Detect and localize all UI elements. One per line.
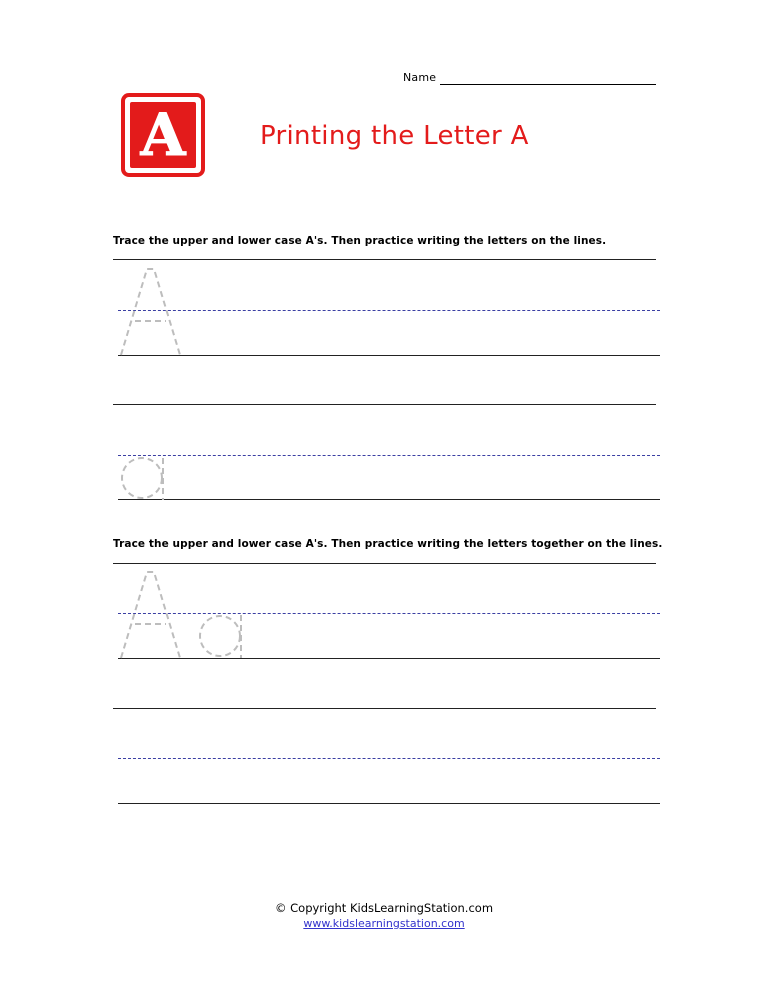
section-1-row-2-top-line (113, 404, 656, 405)
section-1-row-2-mid-line (118, 455, 660, 456)
section-2-row-2-top-line (113, 708, 656, 709)
letter-a-logo (121, 93, 205, 177)
section-1-row-1-top-line (113, 259, 656, 260)
section-2-row-1-top-line (113, 563, 656, 564)
logo-letter: A (140, 101, 186, 169)
footer-link[interactable]: www.kidslearningstation.com (303, 917, 465, 930)
section-1-row-2-base-line[interactable] (118, 499, 660, 500)
section-2-instruction: Trace the upper and lower case A's. Then practice writing the letters together on the lines. (113, 538, 663, 550)
section-1-row-1-base-line[interactable] (118, 355, 660, 356)
name-label: Name (403, 71, 437, 84)
lowercase-a-trace-icon (119, 455, 169, 503)
lowercase-a-trace-icon (198, 612, 248, 660)
footer-copyright: © Copyright KidsLearningStation.com (274, 901, 494, 915)
uppercase-a-trace-icon (118, 265, 184, 357)
section-1-row-1-mid-line (118, 310, 660, 311)
section-2-row-2-mid-line (118, 758, 660, 759)
name-write-line[interactable] (440, 84, 656, 85)
section-2-row-2-base-line[interactable] (118, 803, 660, 804)
page-title: Printing the Letter A (260, 121, 529, 151)
section-1-instruction: Trace the upper and lower case A's. Then practice writing the letters on the lines. (113, 235, 607, 247)
